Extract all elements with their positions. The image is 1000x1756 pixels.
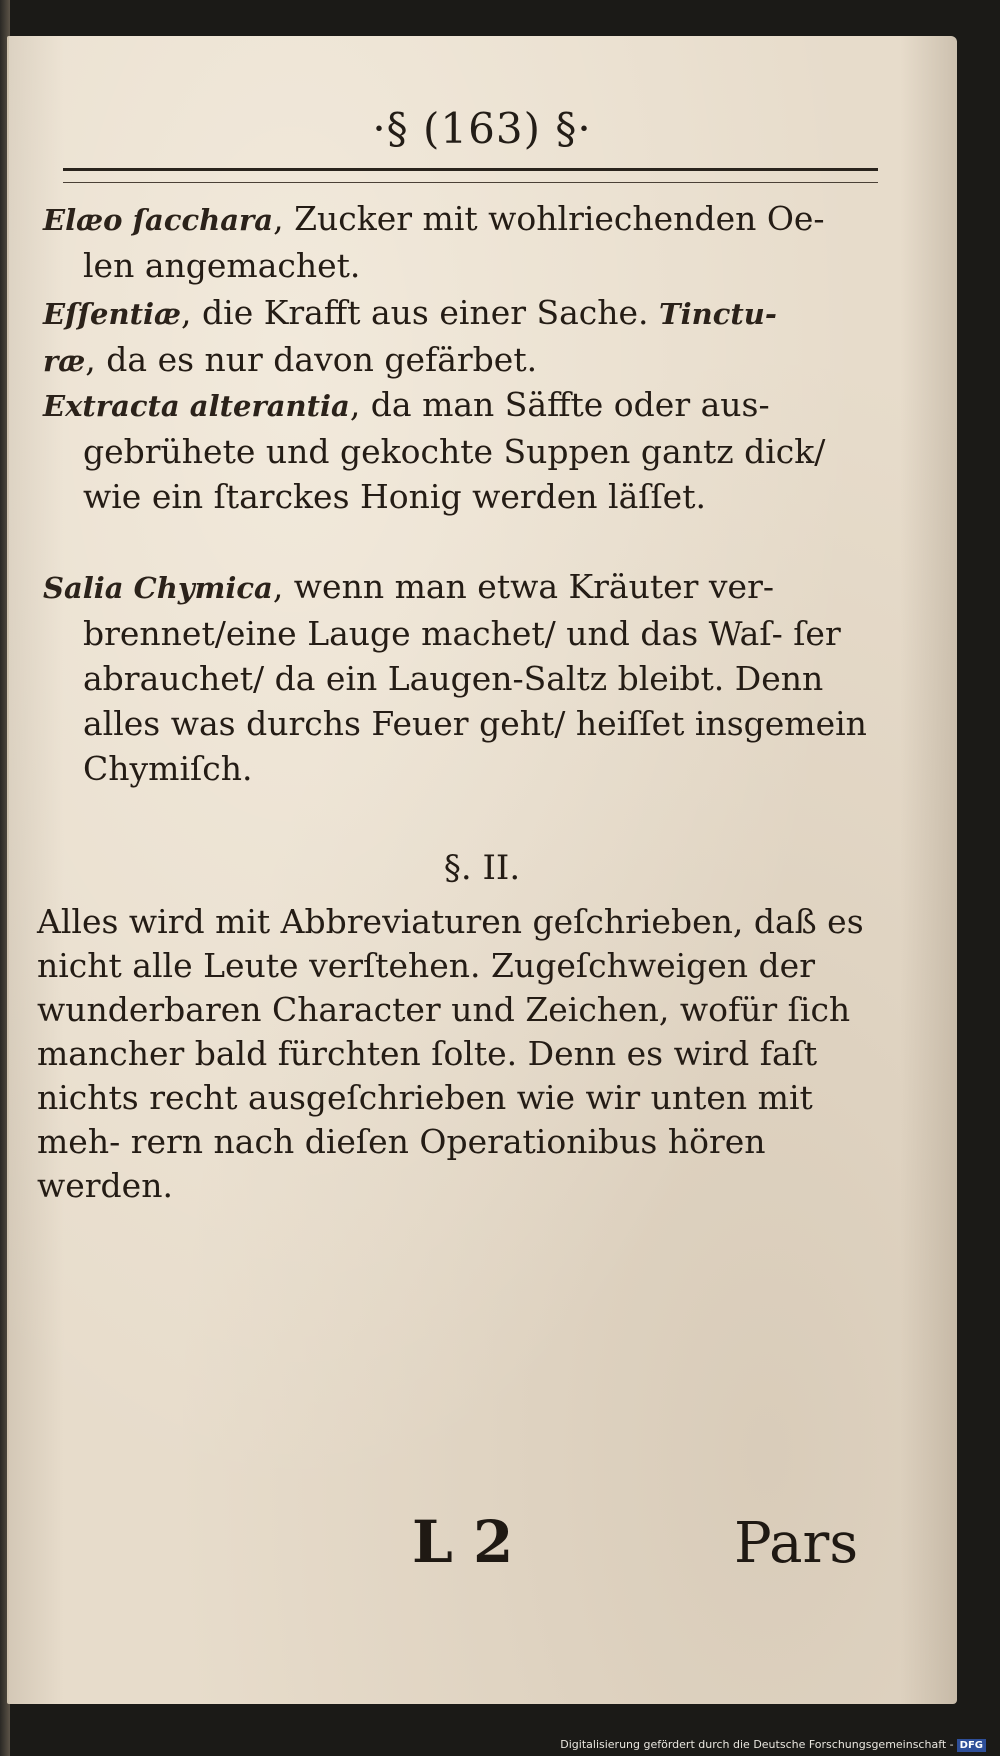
entry-essentiae xyxy=(43,290,883,384)
entry-extracta-alterantia xyxy=(43,382,883,519)
entry-term: Elæo ſacchara xyxy=(43,203,274,237)
header-rule xyxy=(63,168,878,171)
entry-term-continuation: ræ xyxy=(43,344,86,378)
dfg-logo: DFG xyxy=(957,1739,986,1752)
entry-term-second: Tinctu- xyxy=(659,297,777,331)
digitization-credit xyxy=(560,1738,986,1752)
signature-mark: L 2 xyxy=(412,1508,514,1576)
section-heading: §. II. xyxy=(443,848,521,888)
entry-continuation: , da es nur davon gefärbet. xyxy=(85,340,538,379)
entry-text: , da man Säffte oder aus- xyxy=(349,385,770,424)
page-header: ·§ (163) §· xyxy=(372,104,592,153)
entry-text: , die Krafft aus einer Sache. xyxy=(181,293,649,332)
entry-term: Extracta alterantia xyxy=(43,389,350,423)
entry-term: Eſſentiæ xyxy=(43,297,182,331)
book-page xyxy=(7,36,957,1704)
credit-text: Digitalisierung gefördert durch die Deutsche Forschungsgemeinschaft - xyxy=(560,1738,954,1751)
entry-continuation: brennet/eine Lauge machet/ und das Waſ- ſer abrauchet/ da ein Laugen-Saltz bleibt. Denn alles was durchs Feuer geht/ heiſſet insgemein Chymiſch. xyxy=(83,614,867,788)
entry-salia-chymica xyxy=(43,564,883,791)
entry-elaeo-sacchara xyxy=(43,196,883,288)
entry-text: , Zucker mit wohlriechenden Oe- xyxy=(273,199,825,238)
entry-term: Salia Chymica xyxy=(43,571,273,605)
header-rule-thin xyxy=(63,182,878,183)
entry-continuation: gebrühete und gekochte Suppen gantz dick/ wie ein ſtarckes Honig werden läſſet. xyxy=(83,432,826,516)
section-paragraph: Alles wird mit Abbreviaturen geſchrieben, daß es nicht alle Leute verſtehen. Zugeſchweigen der wunderbaren Character und Zeichen, wofür ſich mancher bald fürchten ſolte. Denn es wird faſt nichts recht ausgeſchrieben wie wir unten mit meh- rern nach dieſen Operationibus hören werden. xyxy=(37,902,864,1205)
entry-text: , wenn man etwa Kräuter ver- xyxy=(272,567,774,606)
catchword: Pars xyxy=(734,1511,859,1576)
entry-continuation: len angemachet. xyxy=(83,246,361,285)
